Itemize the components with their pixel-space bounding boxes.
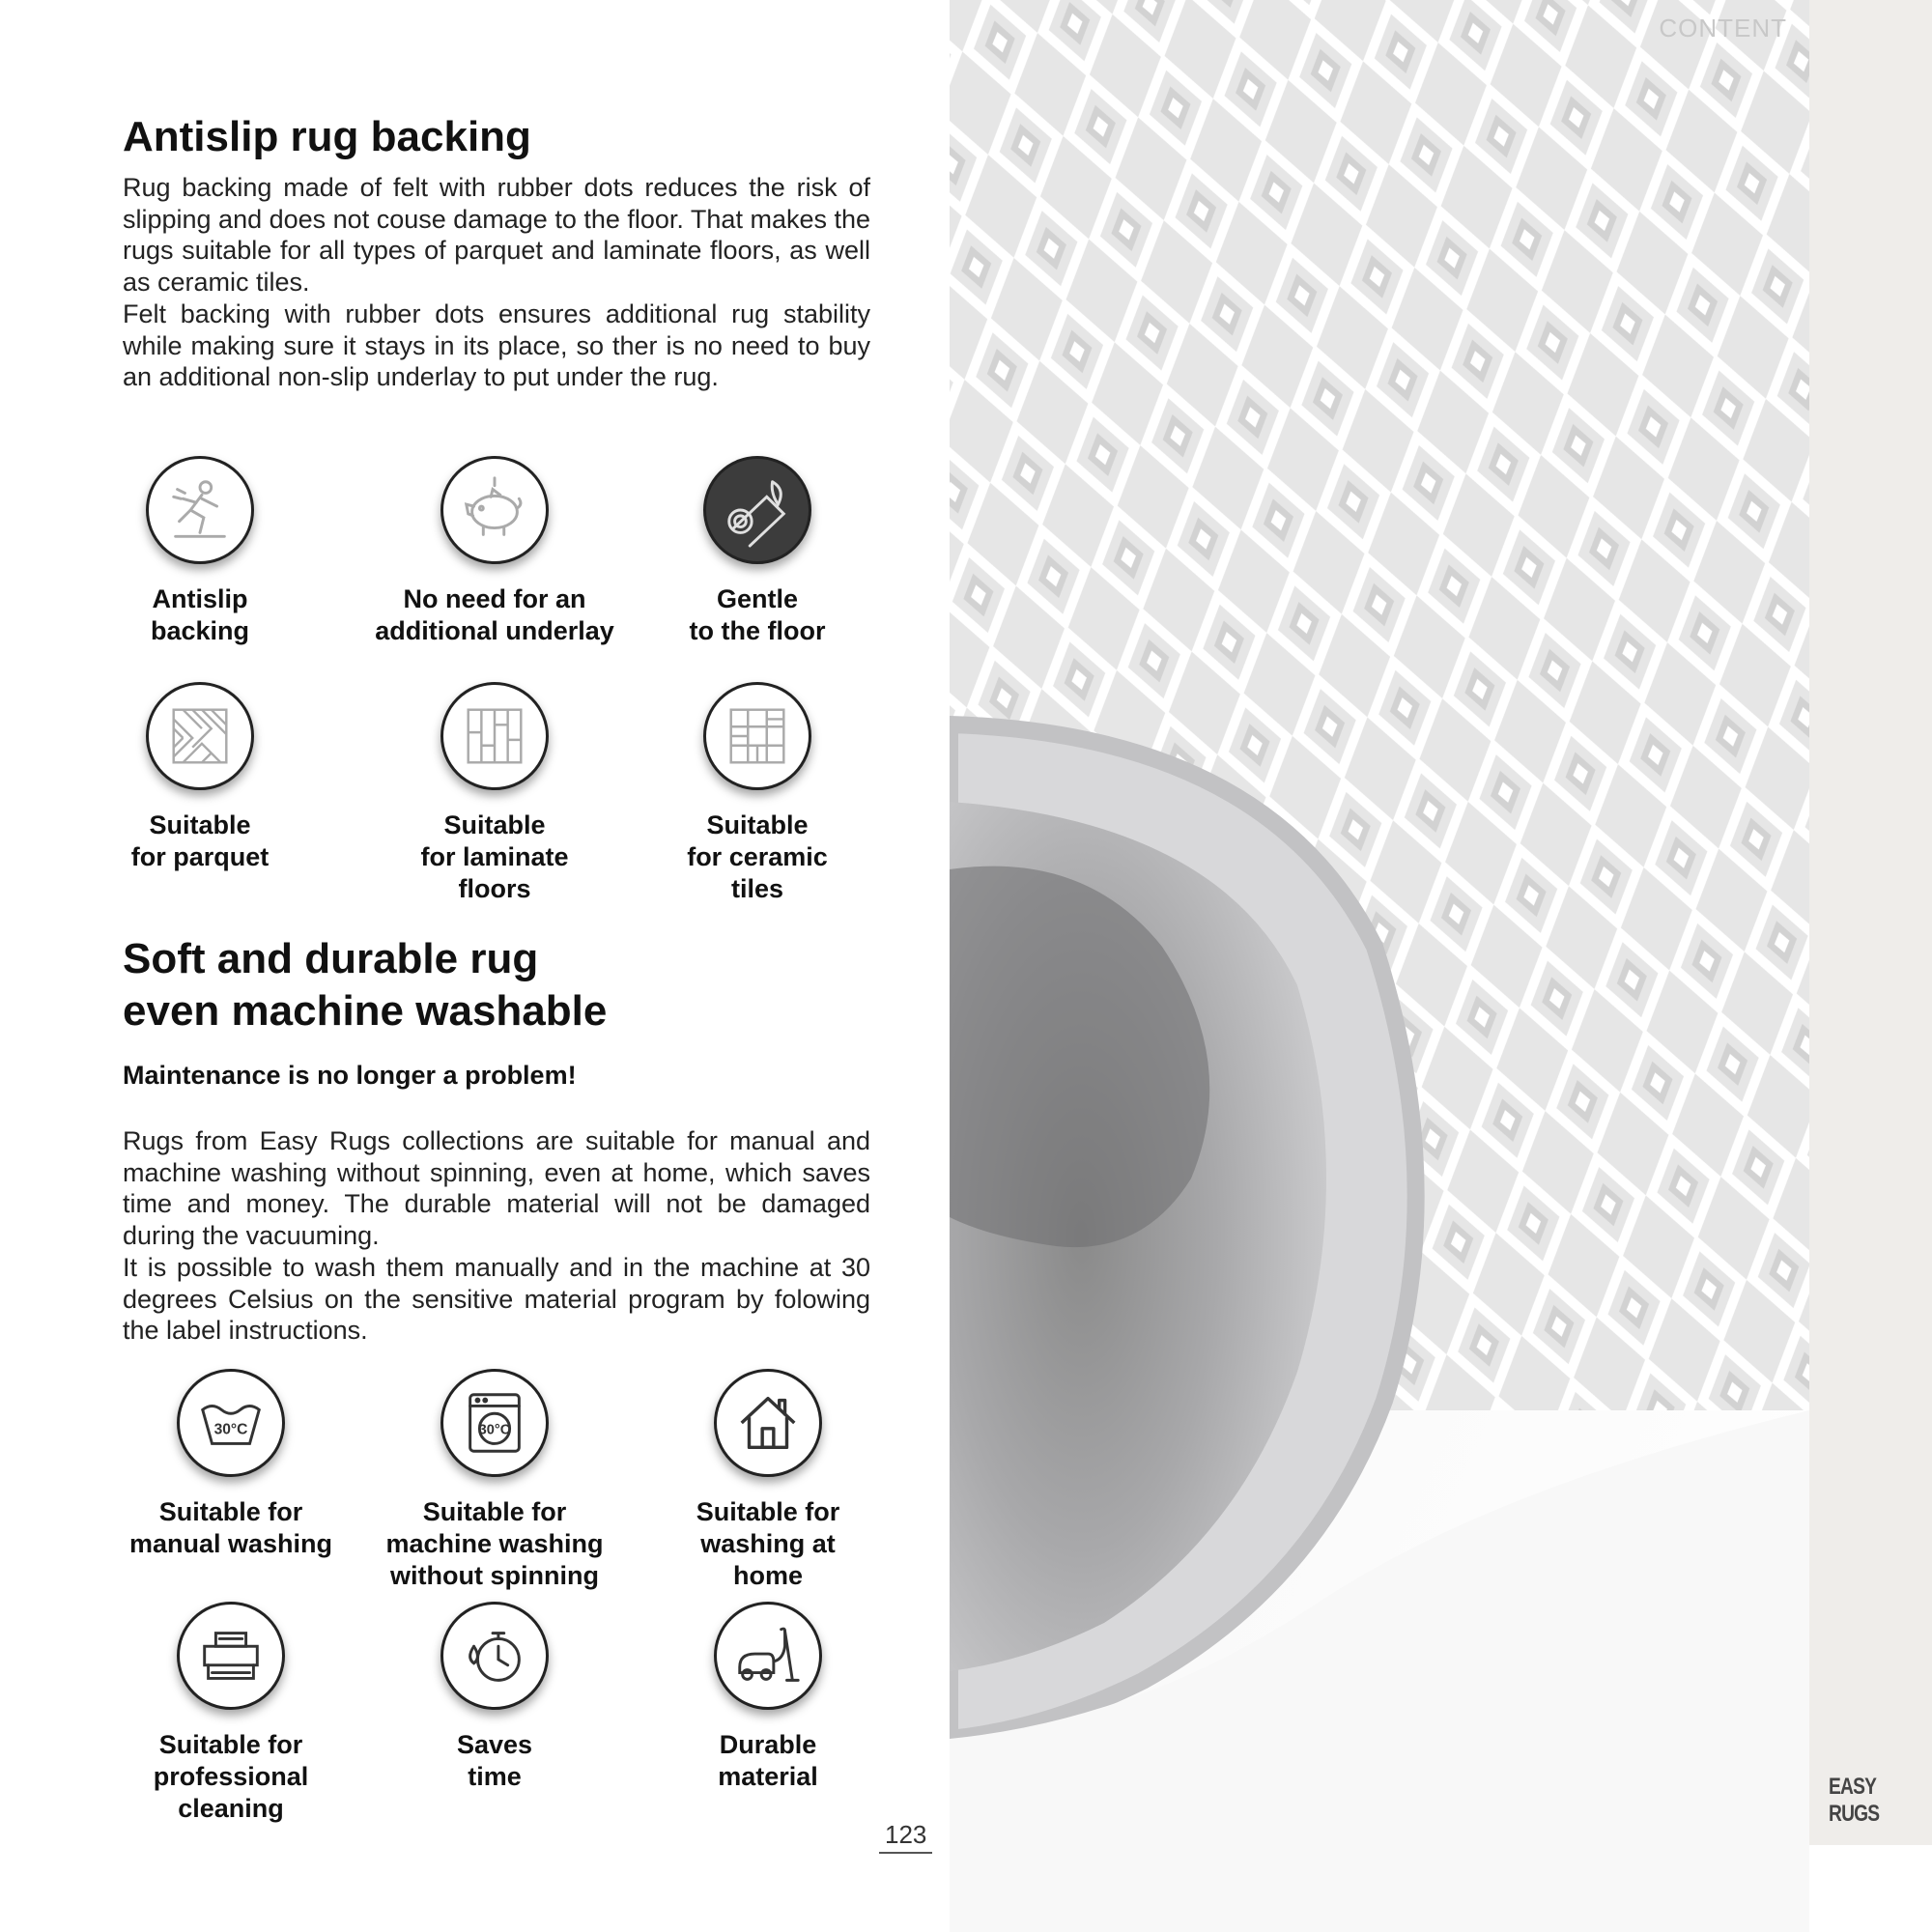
feature-label: Suitable for machine washing without spinning <box>385 1497 604 1590</box>
tiles-icon <box>703 682 811 790</box>
feature-saves-time <box>369 1602 620 1793</box>
rolled-rug-feather-icon <box>703 456 811 564</box>
brand-logo: EASY RUGS <box>1829 1774 1880 1827</box>
feature-antislip-backing <box>74 456 326 647</box>
section-title-antislip: Antislip rug backing <box>123 113 531 160</box>
washable-paragraph-2: It is possible to wash them manually and in the machine at 30 degrees Celsius on the sensitive material program by folowing the label instructions. <box>123 1252 870 1346</box>
parquet-icon <box>146 682 254 790</box>
feature-machine-washing <box>369 1369 620 1592</box>
feature-label: Suitable for professional cleaning <box>153 1730 309 1823</box>
slip-person-icon <box>146 456 254 564</box>
feature-no-underlay <box>369 456 620 647</box>
washable-paragraph-1: Rugs from Easy Rugs collections are suitable for manual and machine washing without spinning, even at home, which saves time and money. The durable material will not be damaged during the vacuuming. <box>123 1126 870 1251</box>
feature-label: No need for an additional underlay <box>375 584 614 645</box>
maintenance-subtitle: Maintenance is no longer a problem! <box>123 1061 577 1090</box>
piggy-bank-icon <box>440 456 549 564</box>
house-icon <box>714 1369 822 1477</box>
hand-wash-30-icon <box>177 1369 285 1477</box>
feature-parquet <box>74 682 326 873</box>
feature-manual-washing <box>105 1369 356 1560</box>
feature-gentle-floor <box>632 456 883 647</box>
rolled-rug-photo <box>950 0 1809 1932</box>
antislip-paragraph-2: Felt backing with rubber dots ensures additional rug stability while making sure it stays in its place, so ther is no need to buy an additional non-slip underlay to put under the rug. <box>123 298 870 392</box>
feature-label: Suitable for manual washing <box>128 1497 333 1558</box>
right-margin-strip-bottom <box>1809 1845 1932 1932</box>
feature-professional-cleaning <box>105 1602 356 1825</box>
feature-label: Durable material <box>718 1730 818 1791</box>
feature-label: Suitable for parquet <box>130 810 270 871</box>
feature-washing-at-home <box>642 1369 894 1592</box>
washing-machine-30-icon <box>440 1369 549 1477</box>
feature-label: Suitable for laminate floors <box>420 810 569 903</box>
vacuum-cleaner-icon <box>714 1602 822 1710</box>
feature-label: Antislip backing <box>150 584 250 645</box>
feature-label: Saves time <box>456 1730 533 1791</box>
laminate-icon <box>440 682 549 790</box>
feature-laminate <box>369 682 620 905</box>
content-link[interactable]: CONTENT <box>1659 14 1787 43</box>
text-column <box>0 0 950 1932</box>
machine-wash-temp-text: 30°C <box>478 1422 511 1438</box>
stopwatch-drop-icon <box>440 1602 549 1710</box>
antislip-description <box>123 172 870 393</box>
cleaning-machine-icon <box>177 1602 285 1710</box>
feature-label: Suitable for ceramic tiles <box>687 810 828 903</box>
right-margin-strip <box>1809 0 1932 1845</box>
section-title-washable-line-1: Soft and durable rug <box>123 935 539 982</box>
feature-ceramic-tiles <box>632 682 883 905</box>
antislip-paragraph-1: Rug backing made of felt with rubber dots reduces the risk of slipping and does not couse damage to the floor. That makes the rugs suitable for all types of parquet and laminate floors, as well as ceramic tiles. <box>123 173 871 298</box>
page-number: 123 <box>879 1820 932 1854</box>
washable-description <box>123 1125 870 1347</box>
feature-label: Suitable for washing at home <box>696 1497 840 1590</box>
feature-durable-material <box>642 1602 894 1793</box>
section-title-washable-line-2: even machine washable <box>123 987 608 1035</box>
hand-wash-temp-text: 30°C <box>213 1421 248 1438</box>
feature-label: Gentle to the floor <box>689 584 826 645</box>
